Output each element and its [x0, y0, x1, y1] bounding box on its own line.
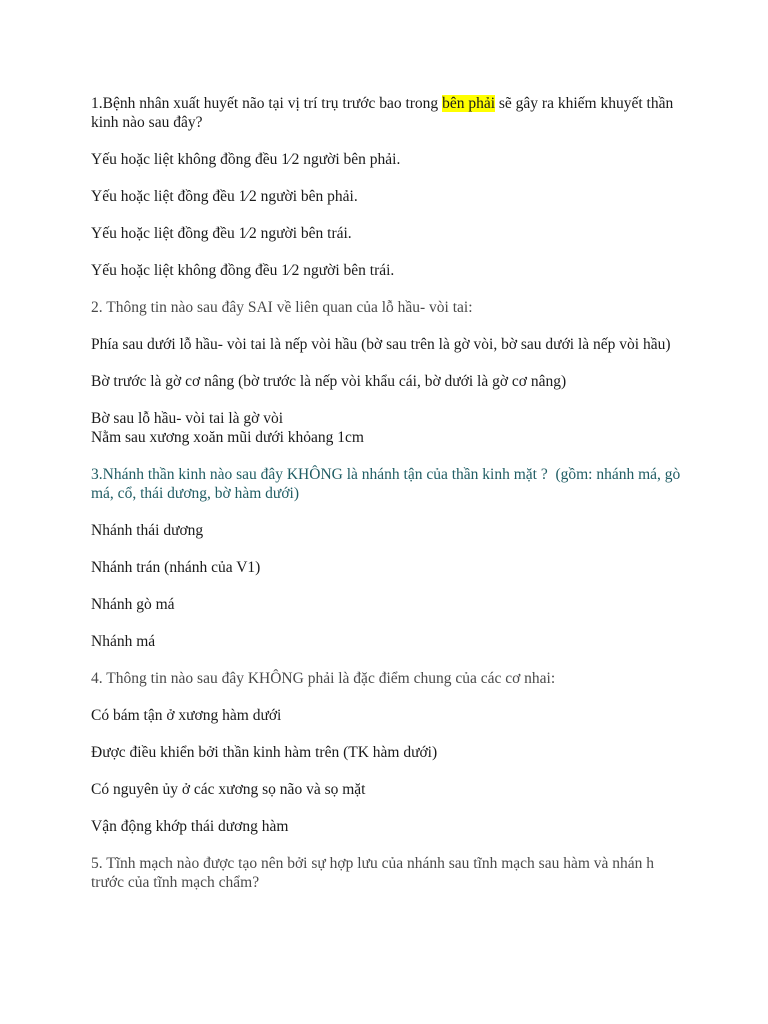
answer-option: Được điều khiển bởi thần kinh hàm trên (TK hàm dưới): [91, 744, 438, 761]
question-2: 2. Thông tin nào sau đây SAI về liên quan của lỗ hầu- vòi tai:: [91, 299, 473, 316]
answer-option: Phía sau dưới lỗ hầu- vòi tai là nếp vòi hầu (bờ sau trên là gờ vòi, bờ sau dưới là nếp vòi hầu): [91, 336, 671, 353]
question-3-text: 3.Nhánh thần kinh nào sau đây KHÔNG là nhánh tận của thần kinh mặt ?: [91, 466, 548, 483]
question-4: 4. Thông tin nào sau đây KHÔNG phải là đặc điểm chung của các cơ nhai:: [91, 670, 556, 687]
answer-option: Yếu hoặc liệt đồng đều 1⁄2 người bên phải.: [91, 188, 358, 205]
answer-option: Bờ trước là gờ cơ nâng (bờ trước là nếp vòi khẩu cái, bờ dưới là gờ cơ nâng): [91, 373, 567, 390]
answer-option: Bờ sau lỗ hầu- vòi tai là gờ vòi: [91, 410, 284, 427]
question-1: [91, 94, 683, 132]
answer-option: Yếu hoặc liệt không đồng đều 1⁄2 người bên trái.: [91, 262, 395, 279]
question-1-suffix: sẽ gây ra khiếm khuyết thần kinh nào sau đây?: [91, 95, 674, 131]
answer-option: Vận động khớp thái dương hàm: [91, 818, 289, 835]
answer-option: Nhánh thái dương: [91, 522, 204, 539]
question-3-note: (gồm: nhánh má, gò má, cổ, thái dương, bờ hàm dưới): [91, 466, 681, 502]
answer-option: Yếu hoặc liệt đồng đều 1⁄2 người bên trái.: [91, 225, 352, 242]
answer-option: Nằm sau xương xoăn mũi dưới khỏang 1cm: [91, 429, 364, 446]
question-3: [91, 465, 683, 503]
answer-option: Nhánh trán (nhánh của V1): [91, 559, 261, 576]
answer-option: Nhánh gò má: [91, 596, 175, 613]
answer-option: Yếu hoặc liệt không đồng đều 1⁄2 người bên phải.: [91, 151, 401, 168]
answer-option: Nhánh má: [91, 633, 156, 650]
question-5: 5. Tĩnh mạch nào được tạo nên bởi sự hợp lưu của nhánh sau tĩnh mạch sau hàm và nhán h trước của tĩnh mạch chẩm?: [91, 855, 655, 891]
question-1-prefix: 1.Bệnh nhân xuất huyết não tại vị trí trụ trước bao trong: [91, 95, 443, 112]
document-page: [91, 94, 683, 910]
question-1-highlight: bên phải: [442, 95, 496, 112]
answer-option: Có nguyên ủy ở các xương sọ não và sọ mặt: [91, 781, 366, 798]
answer-option: Có bám tận ở xương hàm dưới: [91, 707, 282, 724]
